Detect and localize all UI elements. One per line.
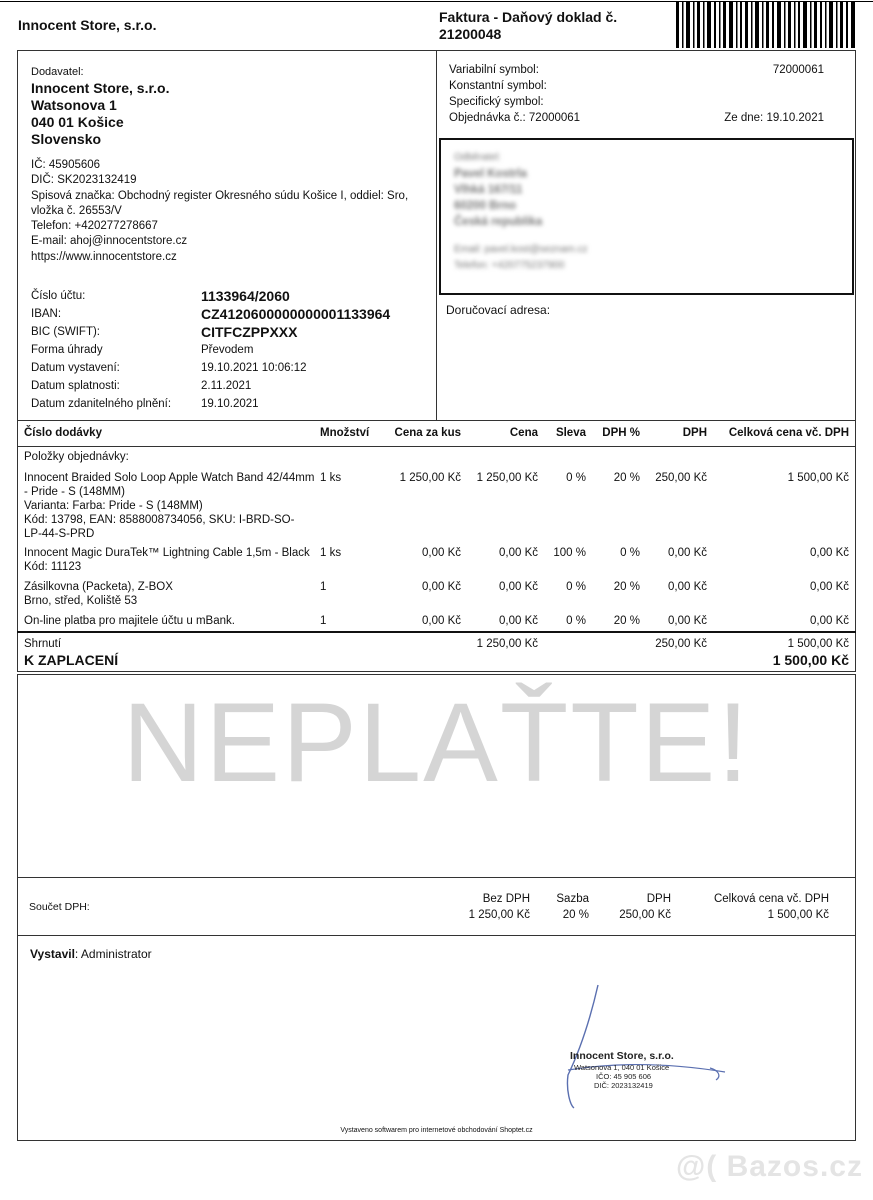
supplier-phone: Telefon: +420277278667 xyxy=(31,220,158,233)
vat-total-value: 1 500,00 Kč xyxy=(767,909,829,921)
barcode-image xyxy=(676,2,858,48)
item-vat: 0,00 Kč xyxy=(668,547,707,559)
vat-amount-label: DPH xyxy=(646,893,671,905)
delivery-address-label: Doručovací adresa: xyxy=(446,303,551,317)
item-discount: 0 % xyxy=(566,472,586,484)
item-vat: 250,00 Kč xyxy=(655,472,707,484)
account-label: Číslo účtu: xyxy=(31,290,86,302)
col-vat: DPH xyxy=(682,427,707,439)
supplier-email: E-mail: ahoj@innocentstore.cz xyxy=(31,235,188,248)
summary-price: 1 250,00 Kč xyxy=(476,638,538,650)
item-vat-pct: 20 % xyxy=(613,615,640,627)
supplier-country: Slovensko xyxy=(31,131,102,147)
supplier-register: Spisová značka: Obchodný register Okresného súdu Košice I, oddiel: Sro, vložka č. 26553/V xyxy=(31,189,409,217)
specific-symbol-label: Specifický symbol: xyxy=(449,96,544,108)
item-qty: 1 ks xyxy=(320,547,342,559)
item-total: 0,00 Kč xyxy=(810,547,849,559)
item-desc: Innocent Braided Solo Loop Apple Watch Band 42/44mm xyxy=(24,472,315,484)
item-total: 0,00 Kč xyxy=(810,615,849,627)
due-label: Datum splatnosti: xyxy=(31,380,120,392)
item-price: 0,00 Kč xyxy=(499,615,538,627)
stamp-address: Watsonova 1, 040 01 Košice xyxy=(574,1063,670,1072)
supplier-ico: IČ: 45905606 xyxy=(31,159,101,171)
order-number: Objednávka č.: 72000061 xyxy=(449,112,581,124)
item-qty: 1 ks xyxy=(320,472,342,484)
invoice-title-text: Faktura - Daňový doklad č. xyxy=(439,9,618,25)
summary-vat: 250,00 Kč xyxy=(655,638,707,650)
supplier-city: 040 01 Košice xyxy=(31,114,124,130)
summary-label: Shrnutí xyxy=(24,638,62,650)
issued-by-label: Vystavil xyxy=(30,947,75,961)
vat-base-label: Bez DPH xyxy=(482,893,530,905)
col-price: Cena xyxy=(509,427,538,439)
item-qty: 1 xyxy=(320,615,327,627)
item-desc: Innocent Magic DuraTek™ Lightning Cable 1,5m - Black xyxy=(24,547,310,559)
col-unit-price: Cena za kus xyxy=(394,427,461,439)
symbols-block xyxy=(449,62,824,126)
table-row xyxy=(24,471,324,541)
item-unit-price: 1 250,00 Kč xyxy=(399,472,461,484)
item-vat: 0,00 Kč xyxy=(668,581,707,593)
col-total: Celková cena vč. DPH xyxy=(728,427,849,439)
items-section-label: Položky objednávky: xyxy=(24,451,129,463)
item-desc: Zásilkovna (Packeta), Z-BOX xyxy=(24,581,173,593)
payment-details xyxy=(31,287,441,413)
item-desc: - Pride - S (148MM) xyxy=(24,486,125,498)
item-price: 0,00 Kč xyxy=(499,581,538,593)
issued-by xyxy=(30,947,152,961)
item-desc: Brno, střed, Koliště 53 xyxy=(24,595,138,607)
company-stamp xyxy=(560,980,740,1110)
item-unit-price: 0,00 Kč xyxy=(422,547,461,559)
buyer-phone: Telefon: +420775237900 xyxy=(454,260,565,271)
item-price: 0,00 Kč xyxy=(499,547,538,559)
buyer-block xyxy=(454,150,588,274)
item-unit-price: 0,00 Kč xyxy=(422,581,461,593)
header-company-name: Innocent Store, s.r.o. xyxy=(18,17,157,33)
summary-total: 1 500,00 Kč xyxy=(787,638,849,650)
supplier-street: Watsonova 1 xyxy=(31,97,117,113)
item-vat-pct: 20 % xyxy=(613,581,640,593)
item-total: 0,00 Kč xyxy=(810,581,849,593)
invoice-number: 21200048 xyxy=(439,26,502,42)
supplier-block xyxy=(31,64,431,148)
bic-value: CITFCZPPXXX xyxy=(201,324,298,340)
vat-amount-value: 250,00 Kč xyxy=(619,909,671,921)
buyer-label: Odběratel: xyxy=(454,152,501,163)
item-desc: LP-44-S-PRD xyxy=(24,528,95,540)
item-vat-pct: 0 % xyxy=(620,547,640,559)
signature-icon xyxy=(560,980,740,1110)
item-total: 1 500,00 Kč xyxy=(787,472,849,484)
bazos-watermark: @( Bazos.cz xyxy=(676,1150,863,1183)
issued-value: 19.10.2021 10:06:12 xyxy=(201,362,307,374)
item-desc: Kód: 11123 xyxy=(24,561,82,573)
buyer-email: Email: pavel.kost@seznam.cz xyxy=(454,244,588,255)
buyer-country: Česká republika xyxy=(454,216,543,228)
supplier-name: Innocent Store, s.r.o. xyxy=(31,80,170,96)
vat-rate-value: 20 % xyxy=(562,909,589,921)
summary-rule xyxy=(17,631,856,633)
vat-base-value: 1 250,00 Kč xyxy=(468,909,530,921)
supplier-dic: DIČ: SK2023132419 xyxy=(31,174,137,187)
vat-summary-rule xyxy=(17,877,856,878)
table-row xyxy=(24,614,327,628)
to-pay-label: K ZAPLACENÍ xyxy=(24,652,119,668)
stamp-company-name: Innocent Store, s.r.o. xyxy=(570,1050,674,1062)
buyer-name: Pavel Kostrla xyxy=(454,168,527,180)
iban-value: CZ4120600000000001133964 xyxy=(201,306,391,322)
variable-symbol-label: Variabilní symbol: xyxy=(449,64,539,76)
supplier-web: https://www.innocentstore.cz xyxy=(31,250,177,263)
due-value: 2.11.2021 xyxy=(201,380,252,392)
to-pay-amount: 1 500,00 Kč xyxy=(772,652,849,668)
item-unit-price: 0,00 Kč xyxy=(422,615,461,627)
item-desc: Varianta: Farba: Pride - S (148MM) xyxy=(24,500,203,512)
supplier-details xyxy=(31,158,431,265)
supplier-label: Dodavatel: xyxy=(31,66,84,78)
footer-note: Vystaveno softwarem pro internetové obchodování Shoptet.cz xyxy=(340,1127,533,1134)
item-qty: 1 xyxy=(320,581,327,593)
item-discount: 100 % xyxy=(553,547,586,559)
constant-symbol-label: Konstantní symbol: xyxy=(449,80,547,92)
col-vat-pct: DPH % xyxy=(602,427,640,439)
bic-label: BIC (SWIFT): xyxy=(31,326,100,338)
account-number: 1133964/2060 xyxy=(201,288,290,304)
col-qty: Množství xyxy=(320,427,370,439)
item-desc: On-line platba pro majitele účtu u mBank. xyxy=(24,615,235,627)
item-discount: 0 % xyxy=(566,581,586,593)
do-not-pay-stamp: NEPLAŤTE! xyxy=(122,680,751,805)
invoice-title xyxy=(439,9,659,43)
item-price: 1 250,00 Kč xyxy=(476,472,538,484)
item-discount: 0 % xyxy=(566,615,586,627)
item-vat: 0,00 Kč xyxy=(668,615,707,627)
method-value: Převodem xyxy=(201,344,254,356)
vat-total-label: Celková cena vč. DPH xyxy=(713,893,829,905)
col-delivery: Číslo dodávky xyxy=(24,427,102,439)
iban-label: IBAN: xyxy=(31,308,62,320)
stamp-ico: IČO: 45 905 606 xyxy=(596,1072,652,1081)
taxable-label: Datum zdanitelného plnění: xyxy=(31,398,172,410)
variable-symbol-value: 72000061 xyxy=(772,64,824,76)
issued-by-name: : Administrator xyxy=(74,947,152,961)
order-date: Ze dne: 19.10.2021 xyxy=(724,112,824,124)
table-row xyxy=(24,580,327,608)
table-row xyxy=(24,546,324,574)
taxable-value: 19.10.2021 xyxy=(201,398,259,410)
stamp-dic: DIČ: 2023132419 xyxy=(594,1081,653,1090)
item-vat-pct: 20 % xyxy=(613,472,640,484)
vat-rate-label: Sazba xyxy=(556,893,589,905)
item-desc: Kód: 13798, EAN: 8588008734056, SKU: I-BRD-SO- xyxy=(24,514,295,526)
col-discount: Sleva xyxy=(555,427,586,439)
method-label: Forma úhrady xyxy=(31,344,103,356)
buyer-street: Vlhká 167/11 xyxy=(454,184,523,196)
vat-summary-label: Součet DPH: xyxy=(29,901,90,913)
buyer-city: 60200 Brno xyxy=(454,200,517,212)
issued-label: Datum vystavení: xyxy=(31,362,120,374)
